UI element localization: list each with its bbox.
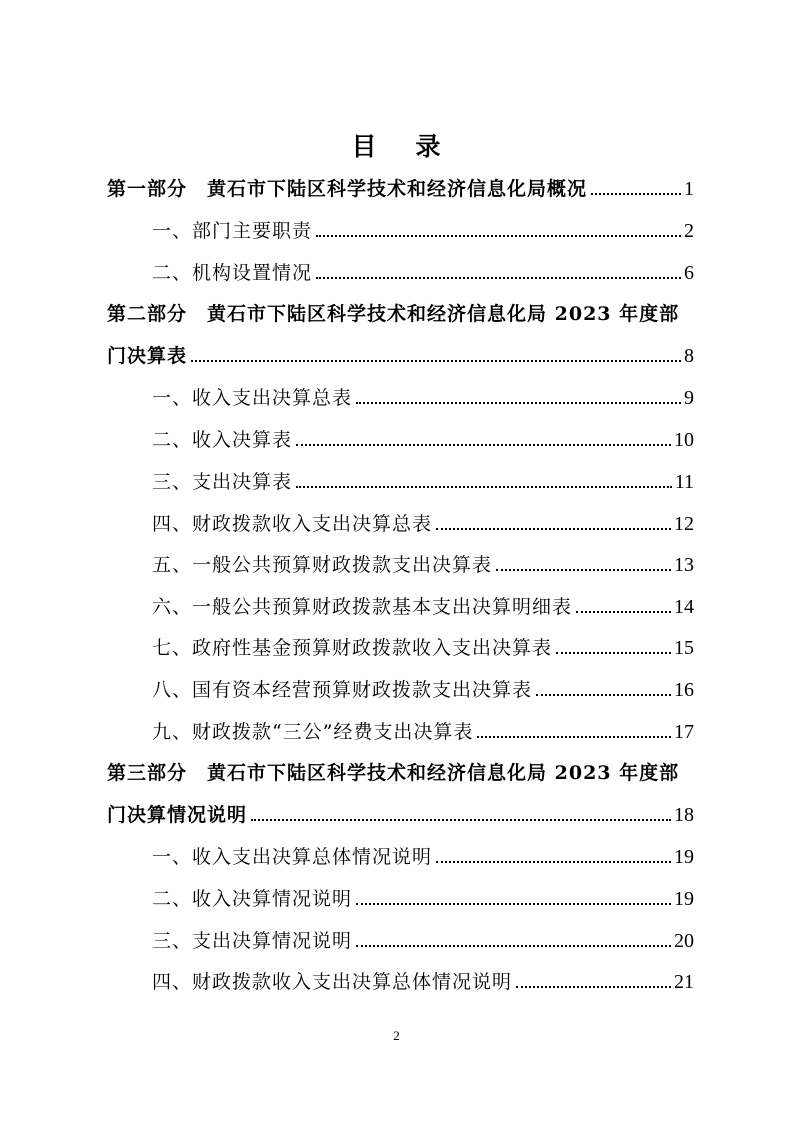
dot-leader <box>191 360 681 362</box>
part-1-number: 第一部分 <box>107 178 188 200</box>
toc-item-label: 三、支出决算情况说明 <box>152 930 353 952</box>
dot-leader <box>436 861 671 863</box>
toc-part-2-line-2[interactable] <box>107 343 694 369</box>
toc-part-3-line-2[interactable] <box>107 802 694 828</box>
dot-leader <box>356 903 671 905</box>
part-3-number: 第三部分 <box>107 762 188 784</box>
toc-item-label: 一、部门主要职责 <box>152 220 313 242</box>
part-3-title-line-2: 门决算情况说明 <box>107 804 248 826</box>
dot-leader <box>316 235 681 237</box>
footer-page-number: 2 <box>393 1028 400 1043</box>
toc-item-label: 七、政府性基金预算财政拨款收入支出决算表 <box>152 637 553 659</box>
page-number: 16 <box>674 679 694 701</box>
part-2-title-line-2: 门决算表 <box>107 345 188 367</box>
toc-item-label: 九、财政拨款“三公”经费支出决算表 <box>152 721 474 743</box>
toc-item-label: 五、一般公共预算财政拨款支出决算表 <box>152 554 493 576</box>
toc-item-label: 四、财政拨款收入支出决算总体情况说明 <box>152 971 513 993</box>
dot-leader <box>356 402 681 404</box>
toc-item[interactable] <box>152 719 694 745</box>
page-number: 21 <box>674 971 694 993</box>
page-number: 20 <box>674 930 694 952</box>
part-3-title-line-1: 黄石市下陆区科学技术和经济信息化局 2023 年度部 <box>207 762 680 784</box>
page-number: 12 <box>674 513 694 535</box>
dot-leader <box>436 528 671 530</box>
page-number: 8 <box>684 345 694 367</box>
dot-leader <box>296 486 672 488</box>
toc-item-label: 四、财政拨款收入支出决算总表 <box>152 513 433 535</box>
dot-leader <box>296 444 671 446</box>
dot-leader <box>316 277 681 279</box>
page-number: 15 <box>674 637 694 659</box>
page-number: 19 <box>674 846 694 868</box>
dot-leader <box>591 193 681 195</box>
toc-part-1[interactable] <box>107 176 694 202</box>
toc-title <box>0 127 793 163</box>
dot-leader <box>251 819 671 821</box>
page-number: 19 <box>674 888 694 910</box>
toc-title-char-2: 录 <box>415 132 442 161</box>
toc-item[interactable] <box>152 511 694 537</box>
toc-item[interactable] <box>152 969 694 995</box>
toc-item[interactable] <box>152 552 694 578</box>
toc-item-label: 六、一般公共预算财政拨款基本支出决算明细表 <box>152 596 573 618</box>
dot-leader <box>496 569 671 571</box>
toc-item[interactable] <box>152 469 694 495</box>
page-number: 2 <box>684 220 694 242</box>
toc-item[interactable] <box>152 677 694 703</box>
toc-item-label: 三、支出决算表 <box>152 471 293 493</box>
page-number: 17 <box>674 721 694 743</box>
part-1-title: 黄石市下陆区科学技术和经济信息化局概况 <box>207 178 588 200</box>
toc-item[interactable] <box>152 635 694 661</box>
toc-item[interactable] <box>152 260 694 286</box>
dot-leader <box>536 694 671 696</box>
dot-leader <box>477 736 671 738</box>
toc-item-label: 一、收入支出决算总体情况说明 <box>152 846 433 868</box>
toc-item-label: 二、收入决算表 <box>152 429 293 451</box>
toc-item-label: 一、收入支出决算总表 <box>152 387 353 409</box>
page-number: 14 <box>674 596 694 618</box>
toc-part-3-line-1[interactable] <box>107 760 694 786</box>
dot-leader <box>356 945 671 947</box>
toc-item[interactable] <box>152 385 694 411</box>
toc-item-label: 二、收入决算情况说明 <box>152 888 353 910</box>
page-number: 9 <box>684 387 694 409</box>
toc-item[interactable] <box>152 844 694 870</box>
page-number: 1 <box>684 178 694 200</box>
page-number: 18 <box>674 804 694 826</box>
toc-item[interactable] <box>152 928 694 954</box>
toc-item-label: 二、机构设置情况 <box>152 262 313 284</box>
toc-item[interactable] <box>152 594 694 620</box>
dot-leader <box>576 611 671 613</box>
dot-leader <box>516 986 671 988</box>
toc-part-2-line-1[interactable] <box>107 301 694 327</box>
part-2-title-line-1: 黄石市下陆区科学技术和经济信息化局 2023 年度部 <box>207 303 680 325</box>
toc-item[interactable] <box>152 886 694 912</box>
page-number: 10 <box>674 429 694 451</box>
toc-item[interactable] <box>152 427 694 453</box>
page-number: 11 <box>674 471 694 493</box>
dot-leader <box>556 652 671 654</box>
part-2-number: 第二部分 <box>107 303 188 325</box>
toc-item-label: 八、国有资本经营预算财政拨款支出决算表 <box>152 679 533 701</box>
page-number: 6 <box>684 262 694 284</box>
toc-item[interactable] <box>152 218 694 244</box>
page-number: 13 <box>674 554 694 576</box>
toc-title-char-1: 目 <box>351 132 378 161</box>
